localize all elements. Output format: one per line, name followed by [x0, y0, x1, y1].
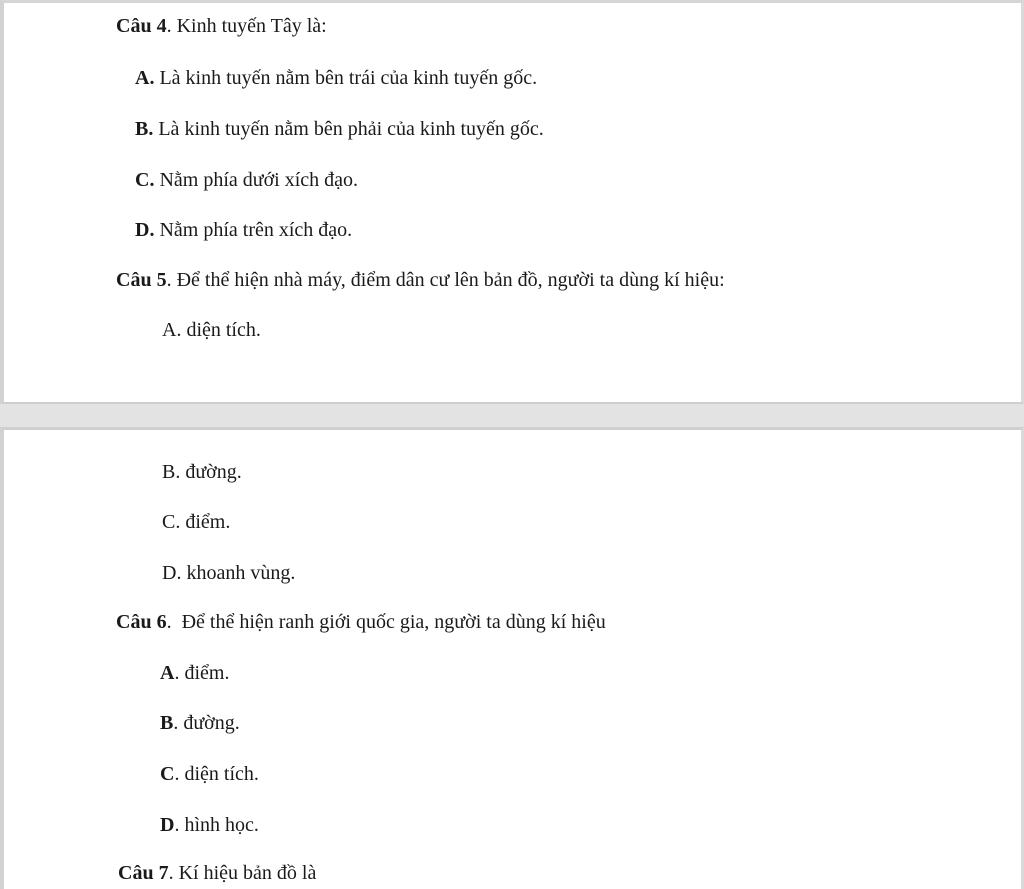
option-c	[135, 168, 358, 192]
option-label: A	[160, 662, 175, 684]
option-text: Là kinh tuyến nằm bên phải của kinh tuyến gốc.	[153, 118, 544, 140]
option-text: Nằm phía trên xích đạo.	[154, 219, 353, 241]
option-d: D. hình học.	[160, 814, 259, 836]
document-page-2	[0, 427, 1024, 889]
option-text: điểm.	[179, 662, 230, 684]
option-b: B. đường.	[160, 712, 240, 734]
question-5: Câu 5. Để thể hiện nhà máy, điểm dân cư lên bản đồ, người ta dùng kí hiệu:	[116, 269, 725, 291]
option-b	[162, 460, 242, 484]
option-text: Là kinh tuyến nằm bên trái của kinh tuyến gốc.	[154, 67, 538, 89]
option-text: hình học.	[179, 814, 259, 836]
option-label: B.	[135, 118, 154, 140]
question-text: Kinh tuyến Tây là:	[171, 15, 327, 37]
option-label: A.	[135, 67, 155, 89]
option-a: A. điểm.	[160, 662, 230, 684]
document-page-1	[0, 0, 1024, 404]
option-text: C. điểm.	[162, 511, 231, 533]
option-d	[135, 218, 352, 242]
option-b	[135, 117, 544, 141]
question-number: Câu 7	[118, 862, 169, 884]
option-label: C.	[135, 169, 155, 191]
option-label: D.	[135, 219, 155, 241]
option-d	[162, 561, 295, 585]
question-text: Kí hiệu bản đồ là	[173, 862, 317, 884]
option-text: đường.	[178, 712, 240, 734]
option-label: D	[160, 814, 175, 836]
option-text: A. diện tích.	[162, 319, 261, 341]
option-label: B	[160, 712, 174, 734]
question-4: Câu 4. Kinh tuyến Tây là:	[116, 15, 327, 37]
option-text: Nằm phía dưới xích đạo.	[154, 169, 359, 191]
option-a	[162, 318, 261, 342]
option-text: diện tích.	[179, 763, 259, 785]
option-c: C. diện tích.	[160, 763, 259, 785]
option-label: C	[160, 763, 175, 785]
question-number: Câu 4	[116, 15, 167, 37]
question-text: Để thể hiện nhà máy, điểm dân cư lên bản đồ, người ta dùng kí hiệu:	[171, 269, 725, 291]
question-text: Để thể hiện ranh giới quốc gia, người ta dùng kí hiệu	[171, 611, 606, 633]
question-6: Câu 6. Để thể hiện ranh giới quốc gia, người ta dùng kí hiệu	[116, 611, 606, 633]
question-number: Câu 6	[116, 611, 167, 633]
question-number: Câu 5	[116, 269, 167, 291]
question-7: Câu 7. Kí hiệu bản đồ là	[118, 862, 317, 884]
option-c	[162, 510, 230, 534]
option-text: B. đường.	[162, 461, 242, 483]
option-text: D. khoanh vùng.	[162, 562, 296, 584]
option-a	[135, 66, 537, 90]
